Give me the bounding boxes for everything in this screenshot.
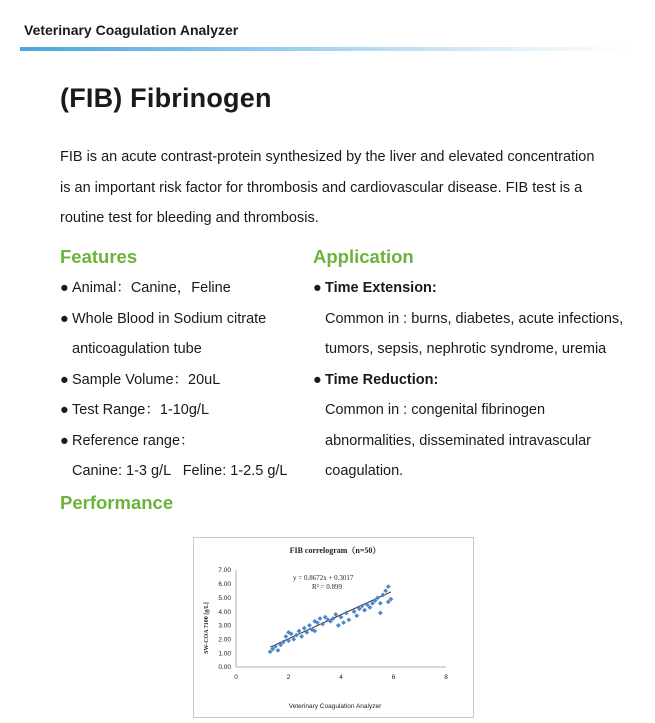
bullet-icon: ●: [313, 371, 322, 388]
feature-item-reference-values: Canine: 1-3 g/L Feline: 1-2.5 g/L: [72, 463, 288, 479]
chart-x-tick-label: 2: [286, 674, 291, 681]
performance-heading: Performance: [60, 492, 174, 513]
chart-title: FIB correlogram（n=50）: [289, 546, 381, 555]
application-item-time-reduction: ● Time Reduction:: [313, 365, 623, 396]
page-title: (FIB) Fibrinogen: [60, 83, 272, 113]
feature-item-reference: ● Reference range：: [60, 426, 287, 457]
bullet-icon: ●: [60, 310, 69, 327]
feature-item-volume: ● Sample Volume：20uL: [60, 365, 287, 396]
chart-y-tick-label: 6.00: [218, 581, 231, 589]
chart-y-tick-label: 4.00: [218, 608, 231, 616]
chart-point: [378, 601, 383, 606]
intro-line: routine test for bleeding and thrombosis.: [60, 210, 319, 226]
chart-x-tick-label: 4: [339, 674, 343, 681]
chart-y-tick-label: 7.00: [218, 567, 231, 575]
chart-point: [318, 616, 323, 621]
chart-x-tick-label: 0: [234, 674, 238, 681]
chart-y-label: SW-COA 7100 [g/L]: [204, 602, 210, 654]
time-reduction-line: abnormalities, disseminated intravascular: [325, 432, 591, 449]
bullet-icon: ●: [313, 280, 322, 296]
time-extension-line: Common in : burns, diabetes, acute infections,: [325, 310, 624, 327]
bullet-icon: ●: [60, 402, 69, 418]
chart-point: [286, 638, 291, 643]
chart-point: [362, 608, 367, 613]
application-heading: Application: [313, 246, 414, 267]
intro-paragraph: [60, 142, 620, 234]
chart-point: [378, 611, 383, 616]
chart-point: [386, 584, 391, 589]
header-divider: [20, 47, 635, 51]
chart-point: [383, 588, 388, 593]
chart-svg: [194, 538, 473, 717]
time-reduction-line: Common in : congenital fibrinogen: [325, 402, 546, 418]
header-title: Veterinary Coagulation Analyzer: [24, 22, 239, 38]
chart-y-tick-label: 5.00: [218, 594, 231, 602]
chart-y-tick-label: 3.00: [218, 622, 231, 630]
application-item-time-extension: ● Time Extension:: [313, 273, 623, 304]
features-list: [60, 273, 287, 487]
chart-point: [302, 626, 307, 631]
chart-point: [283, 634, 288, 639]
chart-point: [299, 634, 304, 639]
fib-correlogram-chart: [193, 537, 474, 718]
chart-x-tick-label: 8: [444, 674, 448, 681]
chart-equation: y = 0.8672x + 0.3017: [293, 574, 354, 582]
chart-y-tick-label: 0.00: [218, 664, 231, 672]
chart-point: [294, 633, 299, 638]
chart-point: [341, 620, 346, 625]
intro-line: is an important risk factor for thrombosis and cardiovascular disease. FIB test is a: [60, 179, 583, 196]
chart-point: [354, 613, 359, 618]
application-list: [313, 273, 623, 487]
time-reduction-line: coagulation.: [325, 463, 404, 479]
chart-point: [276, 648, 281, 653]
chart-y-tick-label: 2.00: [218, 636, 231, 644]
time-extension-line: tumors, sepsis, nephrotic syndrome, uremia: [325, 341, 607, 357]
chart-point: [307, 623, 312, 628]
bullet-icon: ●: [60, 280, 69, 296]
bullet-icon: ●: [60, 432, 69, 449]
features-heading: Features: [60, 246, 138, 267]
chart-point: [297, 629, 302, 634]
feature-item-sample-type: ● Whole Blood in Sodium citrate: [60, 304, 287, 335]
chart-points: [268, 584, 394, 654]
chart-x-tick-label: 6: [391, 674, 396, 681]
chart-r-squared: R² = 0.899: [312, 583, 342, 591]
intro-line: FIB is an acute contrast-protein synthesized by the liver and elevated concentration: [60, 149, 595, 165]
feature-item-range: ● Test Range：1-10g/L: [60, 395, 287, 426]
bullet-icon: ●: [60, 371, 69, 388]
chart-y-tick-label: 1.00: [218, 650, 231, 658]
feature-item-animal: ● Animal：Canine，Feline: [60, 273, 287, 304]
chart-point: [346, 617, 351, 622]
chart-point: [336, 623, 341, 628]
feature-item-sample-type-cont: anticoagulation tube: [72, 341, 202, 357]
chart-x-label: Veterinary Coagulation Analyzer: [288, 703, 382, 710]
